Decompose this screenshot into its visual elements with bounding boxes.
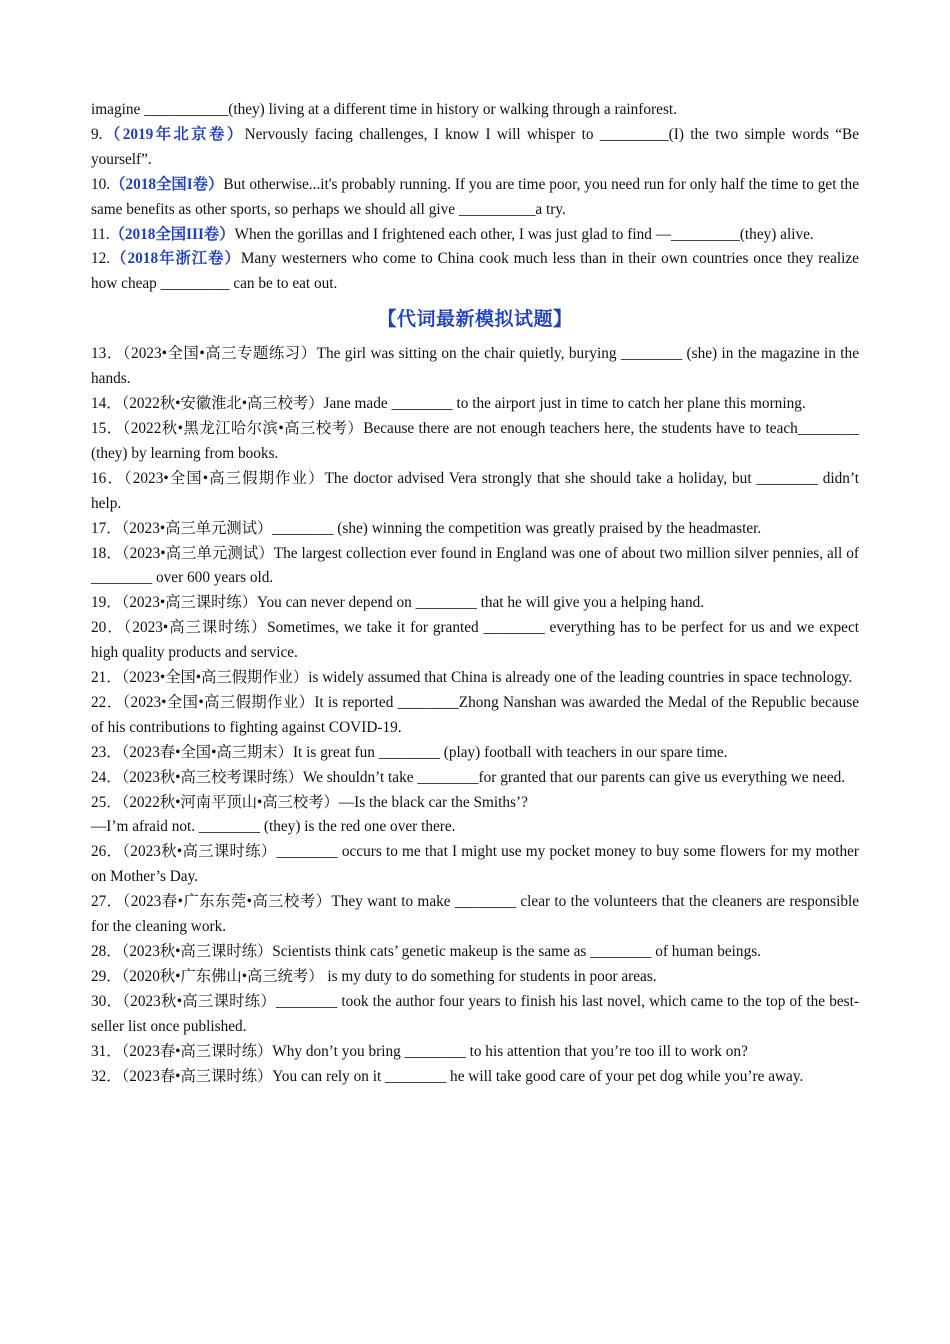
question-item [91,766,859,791]
question-text: It is reported ________Zhong Nanshan was awarded the Medal of the Republic because of his contributions to fighting against COVID-19. [91,693,859,736]
question-source: （2018年浙江卷） [110,250,241,268]
question-text: imagine ___________(they) living at a different time in history or walking through a rainforest. [91,101,677,118]
question-text: When the gorillas and I frightened each other, I was just glad to find —_________(they) alive. [234,225,814,243]
question-item [91,840,859,890]
question-number: 11. [91,225,110,243]
question-text: You can never depend on ________ that he will give you a helping hand. [257,594,705,612]
question-number: 22． [91,693,123,711]
question-item [91,417,859,467]
question-source: （2023•全国•高三专题练习） [122,345,317,363]
question-item [91,890,859,940]
question-text: The girl was sitting on the chair quietly, burying ________ (she) in the magazine in the hands. [91,345,859,388]
question-source: （2018全国I卷） [110,175,224,193]
question-number: 21． [91,669,122,687]
question-number: 32． [91,1067,122,1085]
question-item [91,223,859,248]
question-text: Jane made ________ to the airport just in time to catch her plane this morning. [323,395,806,413]
question-number: 26． [91,843,123,861]
question-number: 25． [91,793,122,811]
question-item [91,791,859,816]
question-item [91,1065,859,1090]
question-item [91,666,859,691]
question-source: （2023•高三单元测试） [121,519,273,537]
question-text: —I’m afraid not. ________ (they) is the red one over there. [91,818,456,836]
question-text: Why don’t you bring ________ to his attention that you’re too ill to work on? [272,1042,748,1060]
question-text: But otherwise...it's probably running. If you are time poor, you need run for only half the time to get the same benefits as other sports, so perhaps we should all give __________a try. [91,175,859,218]
question-source: （2023•全国•高三假期作业） [121,669,309,687]
question-text: ________ (she) winning the competition was greatly praised by the headmaster. [272,519,762,537]
question-text: ________ took the author four years to finish his last novel, which came to the top of the best-seller list once published. [91,992,859,1035]
question-text: ________ occurs to me that I might use my pocket money to buy some flowers for my mother on Mother’s Day. [91,843,859,886]
question-item [91,691,859,741]
question-source: （2023春•高三课时练） [121,1067,273,1085]
question-item [91,591,859,616]
question-text: —Is the black car the Smiths’? [338,793,528,811]
question-item [91,815,859,840]
question-number: 13． [91,345,123,363]
question-number: 16． [91,469,124,487]
question-item [91,741,859,766]
question-item [91,542,859,592]
question-number: 29． [91,967,122,985]
question-item [91,940,859,965]
past-exam-questions [91,98,859,297]
question-source: （2023•高三单元测试） [121,544,274,562]
question-number: 17． [91,519,122,537]
question-text: Sometimes, we take it for granted ________ everything has to be perfect for us and we expect high quality products and service. [91,619,859,662]
question-text: Many westerners who come to China cook much less than in their own countries once they realize how cheap _________ can be to eat out. [91,250,859,293]
question-item [91,517,859,542]
section-heading: 【代词最新模拟试题】 [377,308,573,331]
mock-exam-questions [91,342,859,1089]
question-text: They want to make ________ clear to the volunteers that the cleaners are responsible for the cleaning work. [91,893,860,936]
question-number: 24． [91,768,122,786]
question-item [91,467,859,517]
question-item [91,1040,859,1065]
question-text: It is great fun ________ (play) football with teachers in our spare time. [292,743,728,761]
question-item [91,616,859,666]
question-text: You can rely on it ________ he will take good care of your pet dog while you’re away. [272,1067,804,1085]
question-source: （2022秋•黑龙江哈尔滨•高三校考） [122,419,364,437]
question-item [91,98,859,123]
question-text: Nervously facing challenges, I know I will whisper to _________(I) the two simple words “Be yourself”. [91,125,859,168]
question-item [91,123,859,173]
question-number: 23． [91,743,122,761]
question-source: （2023•全国•高三假期作业） [123,469,325,487]
question-number: 27． [91,893,123,911]
question-source: （2023春•全国•高三期末） [121,743,293,761]
question-number: 12. [91,250,111,268]
question-number: 14． [91,395,122,413]
question-text: Scientists think cats’ genetic makeup is the same as ________ of human beings. [272,943,761,960]
question-item [91,392,859,417]
question-source: （2023•高三课时练） [123,619,268,637]
question-source: （2023•全国•高三假期作业） [122,693,315,711]
question-source: （2023•高三课时练） [121,594,257,612]
question-number: 20． [91,619,124,637]
question-source: （2018全国III卷） [109,225,235,243]
question-item [91,342,859,392]
question-number: 15． [91,419,123,437]
question-source: （2022秋•安徽淮北•高三校考） [121,395,324,413]
question-source: （2020秋•广东佛山•高三统考） [121,967,324,985]
question-number: 31． [91,1042,122,1060]
question-source: （2023秋•高三校考课时练） [121,768,303,786]
question-item [91,965,859,990]
question-number: 28． [91,943,122,960]
question-text: The doctor advised Vera strongly that she should take a holiday, but ________ didn’t help. [91,469,860,512]
question-source: （2023秋•高三课时练） [122,992,277,1010]
question-text: is widely assumed that China is already one of the leading countries in space technology. [308,669,853,687]
question-source: （2022秋•河南平顶山•高三校考） [121,793,339,811]
question-text: The largest collection ever found in England was one of about two million silver pennies, all of ________ over 600 years old. [91,544,859,587]
question-text: Because there are not enough teachers here, the students have to teach________ (they) by learning from books. [91,419,859,462]
question-text: is my duty to do something for students in poor areas. [323,967,657,985]
question-number: 18． [91,544,122,562]
question-number: 9. [91,125,103,143]
question-item [91,173,859,223]
question-source: （2023秋•高三课时练） [122,843,277,861]
question-item [91,990,859,1040]
question-source: （2023秋•高三课时练） [121,943,273,960]
question-number: 30． [91,992,123,1010]
question-source: （2023春•广东东莞•高三校考） [122,893,332,911]
question-text: We shouldn’t take ________for granted that our parents can give us everything we need. [302,768,846,786]
question-source: （2019年北京卷） [102,125,245,143]
question-number: 10. [91,175,111,193]
question-source: （2023春•高三课时练） [121,1042,273,1060]
question-item [91,247,859,297]
question-number: 19． [91,594,122,612]
